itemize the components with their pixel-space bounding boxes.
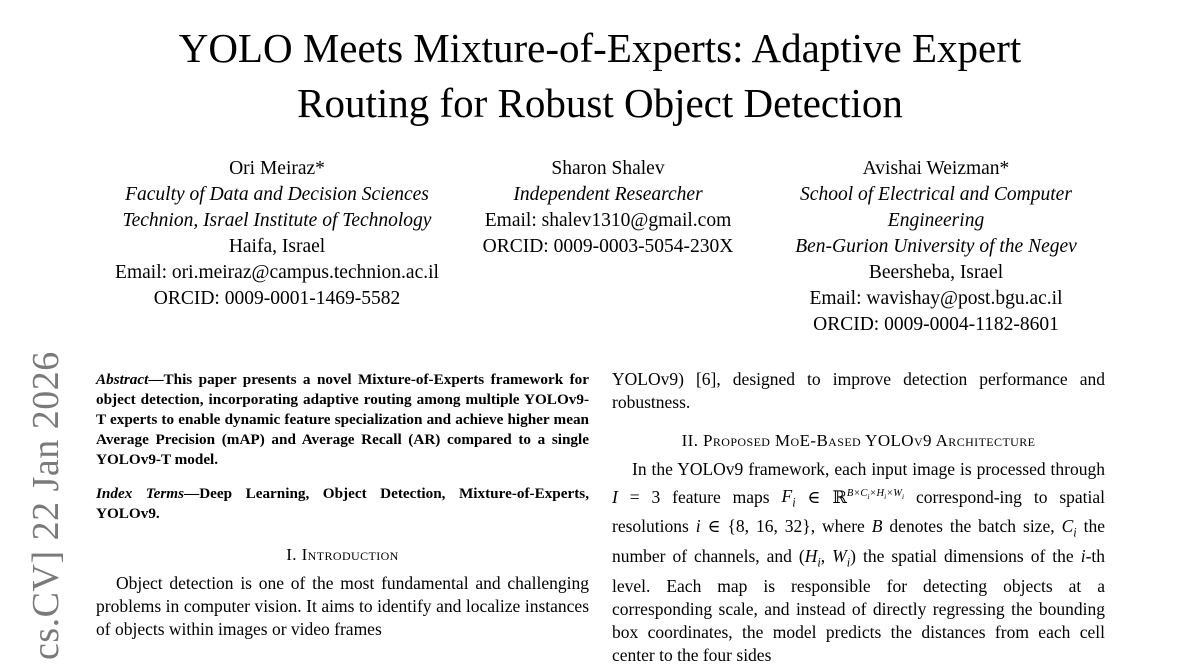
text-run: the spatial dimensions of the <box>862 545 1074 566</box>
math-inline: i <box>695 516 701 537</box>
section-heading: II. Proposed MoE-Based YOLOv9 Architecture <box>681 431 1036 451</box>
left-column <box>96 370 589 642</box>
author-orcid: ORCID: 0009-0003-5054-230X <box>482 236 734 257</box>
carryover-paragraph: YOLOv9) [6], designed to improve detection performance and robustness. <box>612 369 1105 413</box>
index-terms <box>96 484 589 524</box>
right-column <box>612 368 1105 667</box>
math-inline: B <box>871 516 883 537</box>
math-inline: $W_i$ <box>832 545 851 570</box>
author-affiliation: Faculty of Data and Decision Sciences <box>125 184 429 205</box>
section-heading: I. Introduction <box>286 545 399 564</box>
text-run: feature maps <box>672 486 770 507</box>
math-inline: $C_i$ <box>1061 516 1077 540</box>
text-run: In the YOLOv9 framework, each input image is processed through <box>632 459 1105 480</box>
author-name: Avishai Weizman* <box>862 158 1010 179</box>
author-location: Haifa, Israel <box>228 236 326 257</box>
math-inline: $H_i$ <box>804 545 821 570</box>
text-run: correspond-ing to spatial resolutions <box>612 486 1106 537</box>
author-email: Email: wavishay@post.bgu.ac.il <box>809 288 1063 309</box>
author-affiliation: School of Electrical and Computer <box>800 184 1072 205</box>
paper-title <box>0 21 1200 131</box>
author-email: Email: ori.meiraz@campus.technion.ac.il <box>115 262 439 283</box>
abstract <box>96 370 589 470</box>
arxiv-stamp: cs.CV] 22 Jan 2026 <box>25 351 67 660</box>
math-inline: $F_i$ <box>781 486 796 510</box>
author-orcid: ORCID: 0009-0004-1182-8601 <box>813 314 1059 335</box>
author-name: Sharon Shalev <box>551 158 665 179</box>
author-affiliation: Independent Researcher <box>513 184 703 205</box>
author-affiliation: Ben-Gurion University of the Negev <box>795 236 1077 257</box>
author-location: Beersheba, Israel <box>868 262 1004 283</box>
index-terms-text: —Deep Learning, Object Detection, Mixture-of-Experts, YOLOv9. <box>96 485 589 522</box>
author-email: Email: shalev1310@gmail.com <box>484 210 732 231</box>
author-block-3 <box>768 156 1104 338</box>
title-line-2: Routing for Robust Object Detection <box>297 80 903 127</box>
abstract-label: Abstract <box>96 371 149 388</box>
text-run: , where <box>810 516 865 537</box>
title-line-1: YOLO Meets Mixture-of-Experts: Adaptive Expert <box>178 25 1022 72</box>
text-run: -th level. Each map is responsible for detecting objects at a corresponding scale, and instead of directly regressing the bounding box coordinates, the model predicts the distances from each cell center to the four sides <box>612 545 1106 666</box>
index-terms-label: Index Terms <box>96 485 185 502</box>
author-block-1 <box>86 156 468 312</box>
author-affiliation: Technion, Israel Institute of Technology <box>122 210 432 231</box>
math-inline: I <box>612 486 618 507</box>
intro-paragraph: Object detection is one of the most fundamental and challenging problems in computer vision. It aims to identify and localize instances of objects within images or video frames <box>96 573 589 640</box>
text-run: denotes the batch size, <box>889 516 1055 537</box>
author-orcid: ORCID: 0009-0001-1469-5582 <box>153 288 401 309</box>
author-block-2 <box>462 156 754 260</box>
text-run: the number of channels, and <box>612 516 1105 566</box>
method-paragraph: In the YOLOv9 framework, each input image is processed through I = 3 feature maps $F_i$ ∈ ℝ$^{B\times C_i\times H_i\times W_i}$ correspond-ing to spatial resolutions i ∈ {8, 16, 32}, where B denotes the batch size, $C_i$ the number of channels, and ($H_i$, $W_i$) the spatial dimensions of the i-th level. Each map is responsible for detecting objects at a corresponding scale, and instead of directly regressing the bounding box coordinates, the model predicts the distances from each cell center to the four sides <box>612 459 1106 666</box>
abstract-text: —This paper presents a novel Mixture-of-Experts framework for object detection, incorporating adaptive routing among multiple YOLOv9-T experts to enable dynamic feature specialization and achieve higher mean Average Precision (mAP) and Average Recall (AR) compared to a single YOLOv9-T model. <box>96 371 589 468</box>
author-affiliation: Engineering <box>887 210 985 231</box>
author-name: Ori Meiraz* <box>229 158 325 179</box>
math-inline: i <box>1080 545 1086 566</box>
